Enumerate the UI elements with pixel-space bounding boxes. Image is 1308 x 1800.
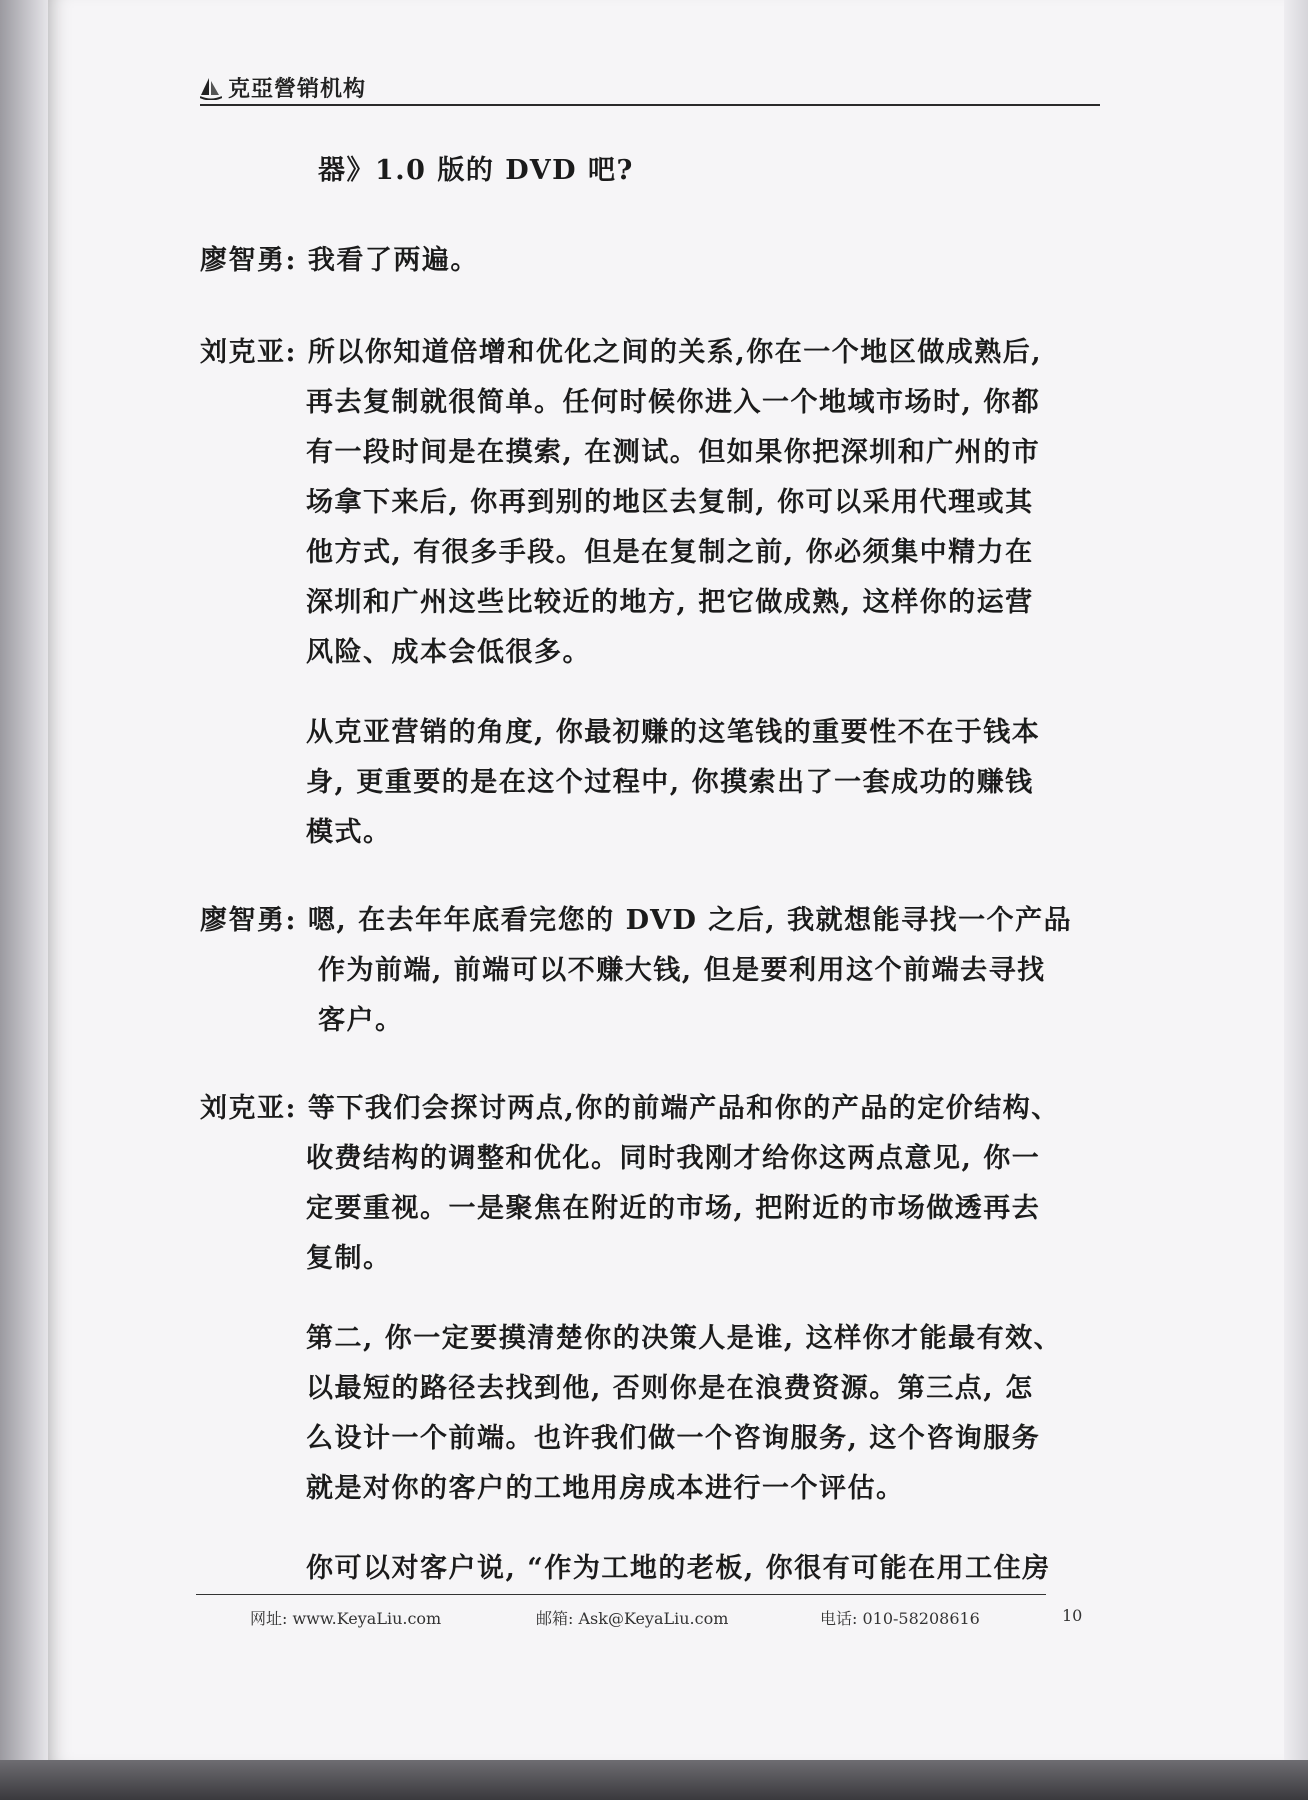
footer-email: 邮箱: Ask@KeyaLiu.com <box>536 1609 729 1628</box>
text-line: 第二, 你一定要摸清楚你的决策人是谁, 这样你才能最有效、 <box>306 1323 1063 1354</box>
text-line: 器》1.0 版的 DVD 吧? <box>318 155 634 186</box>
text-line: 模式。 <box>306 817 392 848</box>
speaker-line: 廖智勇: 嗯, 在去年年底看完您的 DVD 之后, 我就想能寻找一个产品 <box>200 905 1073 936</box>
footer-website: 网址: www.KeyaLiu.com <box>250 1609 442 1628</box>
text-line: 以最短的路径去找到他, 否则你是在浪费资源。第三点, 怎 <box>306 1373 1034 1404</box>
footer-phone: 电话: 010-58208616 <box>820 1609 980 1628</box>
speaker-line: 刘克亚: 所以你知道倍增和优化之间的关系,你在一个地区做成熟后, <box>200 337 1043 368</box>
text-line: 他方式, 有很多手段。但是在复制之前, 你必须集中精力在 <box>306 537 1034 568</box>
text-line: 从克亚营销的角度, 你最初赚的这笔钱的重要性不在于钱本 <box>306 717 1041 748</box>
speaker-line: 刘克亚: 等下我们会探讨两点,你的前端产品和你的产品的定价结构、 <box>200 1093 1060 1124</box>
text-line: 再去复制就很简单。任何时候你进入一个地域市场时, 你都 <box>306 387 1041 418</box>
text-line: 作为前端, 前端可以不赚大钱, 但是要利用这个前端去寻找 <box>318 955 1046 986</box>
text-line: 收费结构的调整和优化。同时我刚才给你这两点意见, 你一 <box>306 1143 1041 1174</box>
text-line: 么设计一个前端。也许我们做一个咨询服务, 这个咨询服务 <box>306 1423 1041 1454</box>
page-edge <box>1284 0 1308 1760</box>
text-line: 你可以对客户说, “作为工地的老板, 你很有可能在用工住房 <box>306 1553 1051 1584</box>
scan-bottom-band <box>0 1760 1308 1800</box>
text-line: 有一段时间是在摸索, 在测试。但如果你把深圳和广州的市 <box>306 437 1041 468</box>
text-line: 风险、成本会低很多。 <box>306 637 591 668</box>
text-line: 定要重视。一是聚焦在附近的市场, 把附近的市场做透再去 <box>306 1193 1041 1224</box>
page-number: 10 <box>1062 1606 1083 1625</box>
text-line: 深圳和广州这些比较近的地方, 把它做成熟, 这样你的运营 <box>306 587 1034 618</box>
text-line: 就是对你的客户的工地用房成本进行一个评估。 <box>306 1473 905 1504</box>
logo-text: 克亞營销机构 <box>228 77 367 102</box>
text-line: 场拿下来后, 你再到别的地区去复制, 你可以采用代理或其 <box>306 487 1034 518</box>
page-header <box>200 72 1100 108</box>
header-rule <box>200 104 1100 106</box>
sail-icon <box>200 76 222 100</box>
book-spine-shadow <box>0 0 48 1760</box>
speaker-line: 廖智勇: 我看了两遍。 <box>200 245 479 276</box>
text-line: 复制。 <box>306 1243 392 1274</box>
footer-rule <box>196 1594 1046 1595</box>
text-line: 身, 更重要的是在这个过程中, 你摸索出了一套成功的赚钱 <box>306 767 1034 798</box>
text-line: 客户。 <box>318 1005 404 1036</box>
logo <box>200 72 1100 103</box>
